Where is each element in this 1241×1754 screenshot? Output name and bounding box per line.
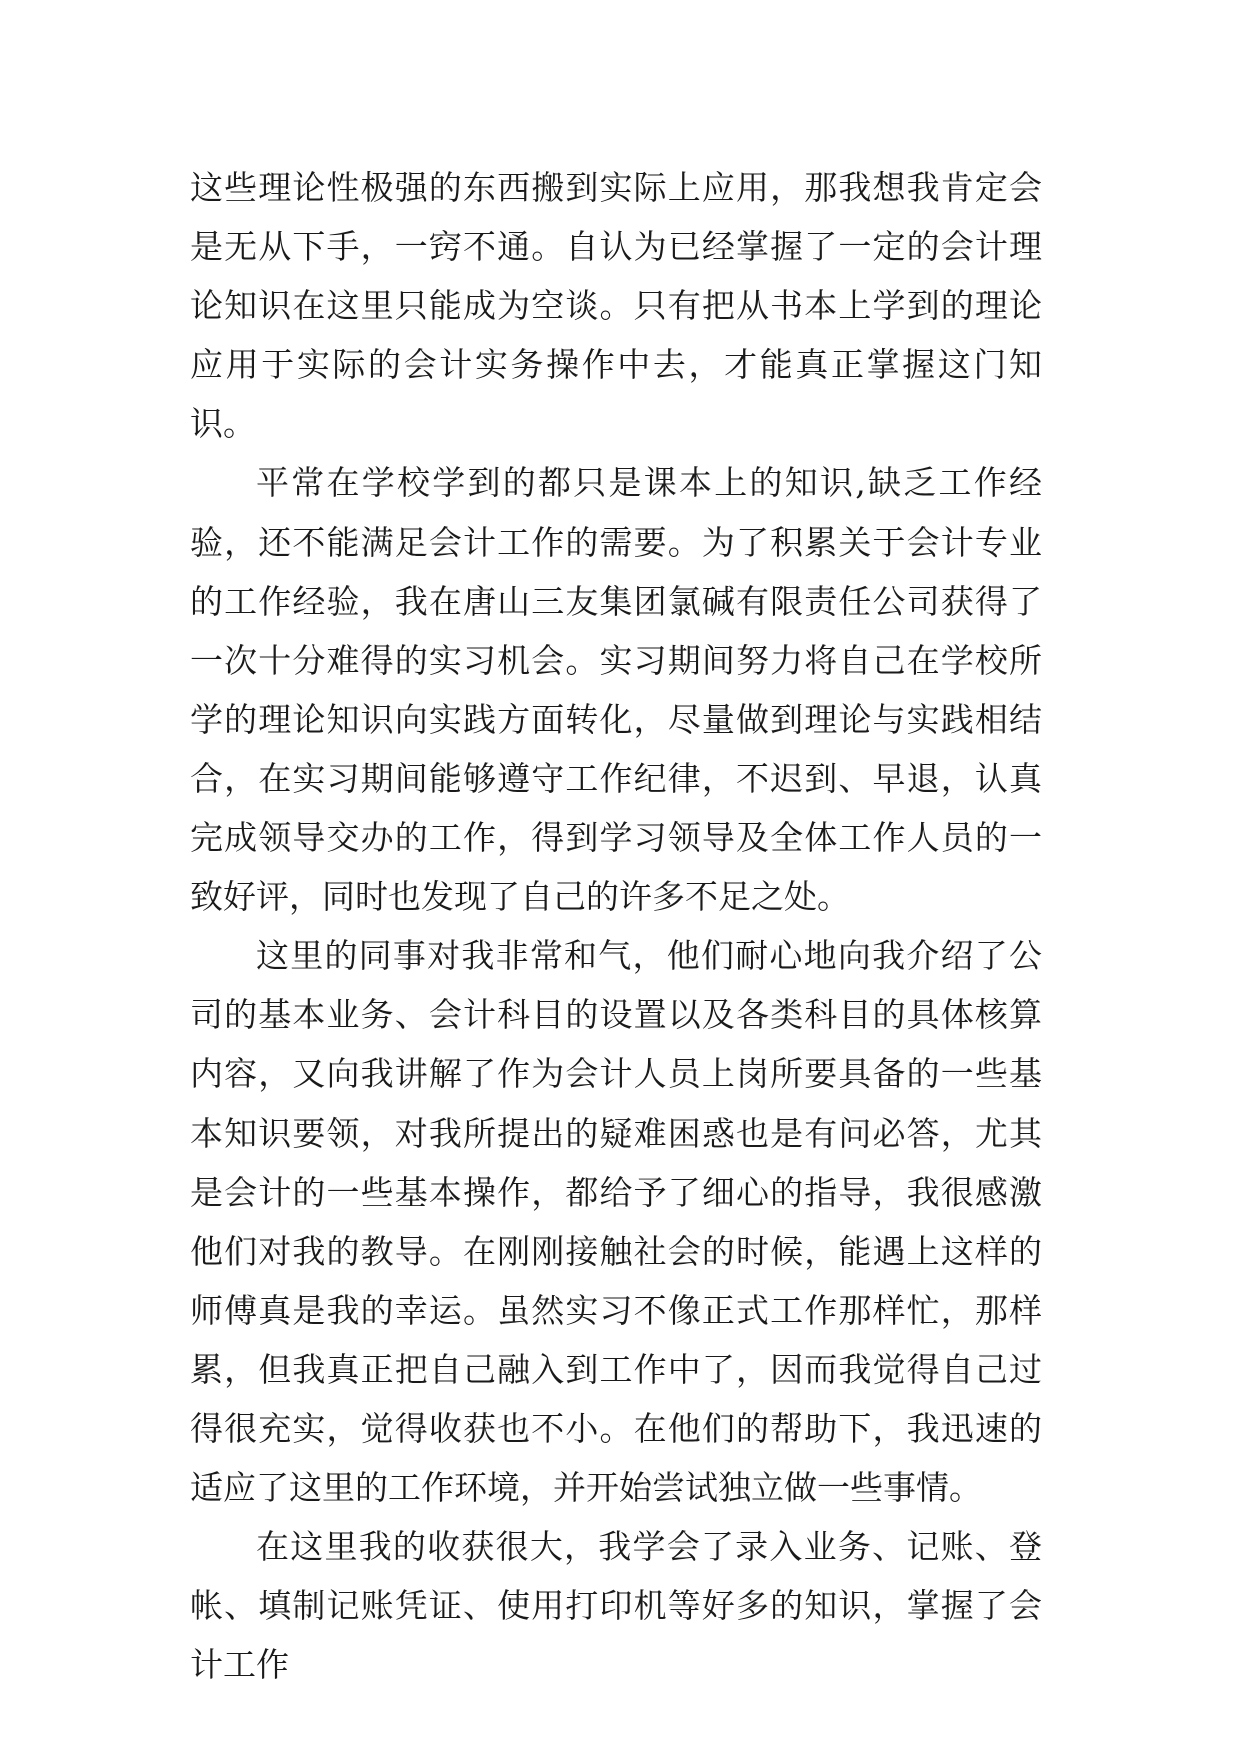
paragraph-truncated: 在这里我的收获很大，我学会了录入业务、记账、登帐、填制记账凭证、使用打印机等好多的知识，掌握了会计工作 xyxy=(190,1527,1042,1685)
body-text xyxy=(190,158,1042,1694)
paragraph-continued: 这些理论性极强的东西搬到实际上应用，那我想我肯定会是无从下手，一窍不通。自认为已经掌握了一定的会计理论知识在这里只能成为空谈。只有把从书本上学到的理论应用于实际的会计实务操作中去，才能真正掌握这门知识。 xyxy=(190,168,1042,444)
paragraph: 平常在学校学到的都只是课本上的知识,缺乏工作经验，还不能满足会计工作的需要。为了积累关于会计专业的工作经验，我在唐山三友集团氯碱有限责任公司获得了一次十分难得的实习机会。实习期间努力将自己在学校所学的理论知识向实践方面转化，尽量做到理论与实践相结合，在实习期间能够遵守工作纪律，不迟到、早退，认真完成领导交办的工作，得到学习领导及全体工作人员的一致好评，同时也发现了自己的许多不足之处。 xyxy=(190,463,1042,917)
paragraph: 这里的同事对我非常和气，他们耐心地向我介绍了公司的基本业务、会计科目的设置以及各类科目的具体核算内容，又向我讲解了作为会计人员上岗所要具备的一些基本知识要领，对我所提出的疑难困惑也是有问必答，尤其是会计的一些基本操作，都给予了细心的指导，我很感激他们对我的教导。在刚刚接触社会的时候，能遇上这样的师傅真是我的幸运。虽然实习不像正式工作那样忙，那样累，但我真正把自己融入到工作中了，因而我觉得自己过得很充实，觉得收获也不小。在他们的帮助下，我迅速的适应了这里的工作环境，并开始尝试独立做一些事情。 xyxy=(190,936,1042,1508)
